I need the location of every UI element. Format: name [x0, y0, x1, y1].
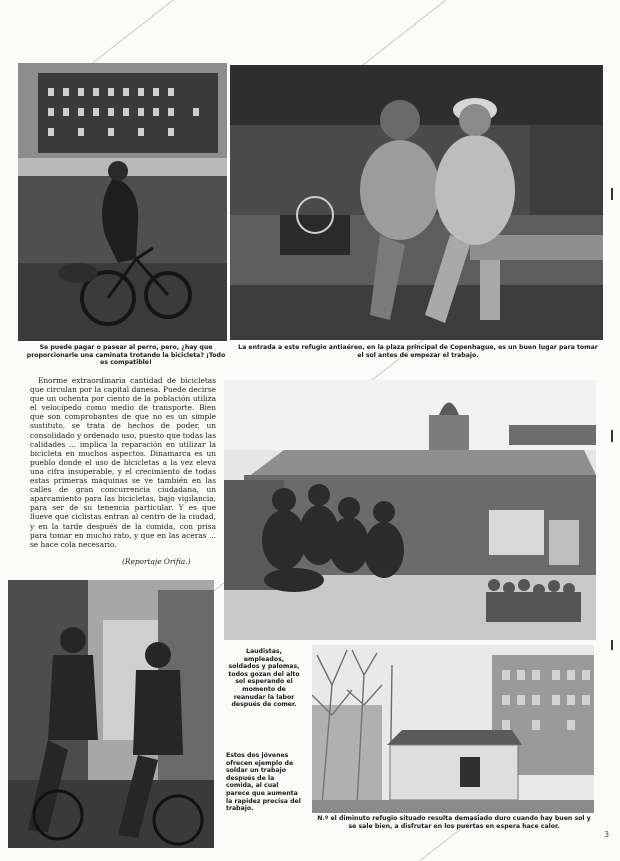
photo-young-men-street — [8, 580, 214, 848]
caption-sandwich: Estos dos jóvenes ofrecen ejemplo de soldar un trabajo después de la comida, al cual parece que aumenta la rapidez precisa del trabajo. — [226, 752, 301, 813]
margin-tick — [611, 430, 613, 442]
margin-tick — [611, 188, 613, 200]
caption-shelter: N.º el diminuto refugio situado resulta demasiado duro cuando hay buen sol y se sale bien, a disfrutar en los puertas en espera hace calor. — [317, 815, 591, 830]
caption-cyclist: Se puede pagar o pasear al perro, pero, ¿hay que proporcionarle una caminata trotando la bicicleta? ¡Todo es compatible! — [26, 344, 226, 367]
margin-tick — [611, 640, 613, 650]
article-body: Enorme extraordinaria cantidad de bicicletas que circulan por la capital danesa. Puede decirse que un ochenta por ciento de la población utiliza el velocípedo como medio de transporte. Bien que son comprobantes de que no es un simple sustituto, se trata de hechos de poder, un consolidado y ordenado uso, puesto que todas las calidades ... implica la reparación en utilizar la bicicleta en muchos aspectos. Dinamarca es un pueblo donde el uso de bicicletas a la vez eleva una cifra insuperable, y el crecimiento de todas estas primeras máquinas se ve también en las calles de gran concurrencia ciudadana, un aparcamiento para las bicicletas, bajo vigilancia, para ser de su tenencia particular. Y es que llueve que ciclistas entran al centro de la ciudad, y en la tarde después de la comida, con prisa para tomar en mucho rato, y que en las aceras ... se hace cola necesario. — [30, 376, 216, 549]
caption-workers: Laudistas, empleados, soldados y palomas, todos gozan del alto sol esperando el momento de reanudar la labor después de comer. — [228, 648, 300, 709]
photo-shelter-entrance — [230, 65, 603, 340]
photo-cyclist-park — [18, 63, 227, 341]
page-number: 3 — [604, 830, 610, 839]
caption-square: La entrada a este refugio antiaéreo, en la plaza principal de Copenhague, es un buen lugar para tomar el sol antes de empezar el trabajo. — [238, 344, 598, 359]
article-signature: (Reportaje Orifia.) — [122, 557, 191, 566]
photo-small-refuge — [312, 645, 594, 813]
photo-workers-resting — [224, 380, 596, 640]
